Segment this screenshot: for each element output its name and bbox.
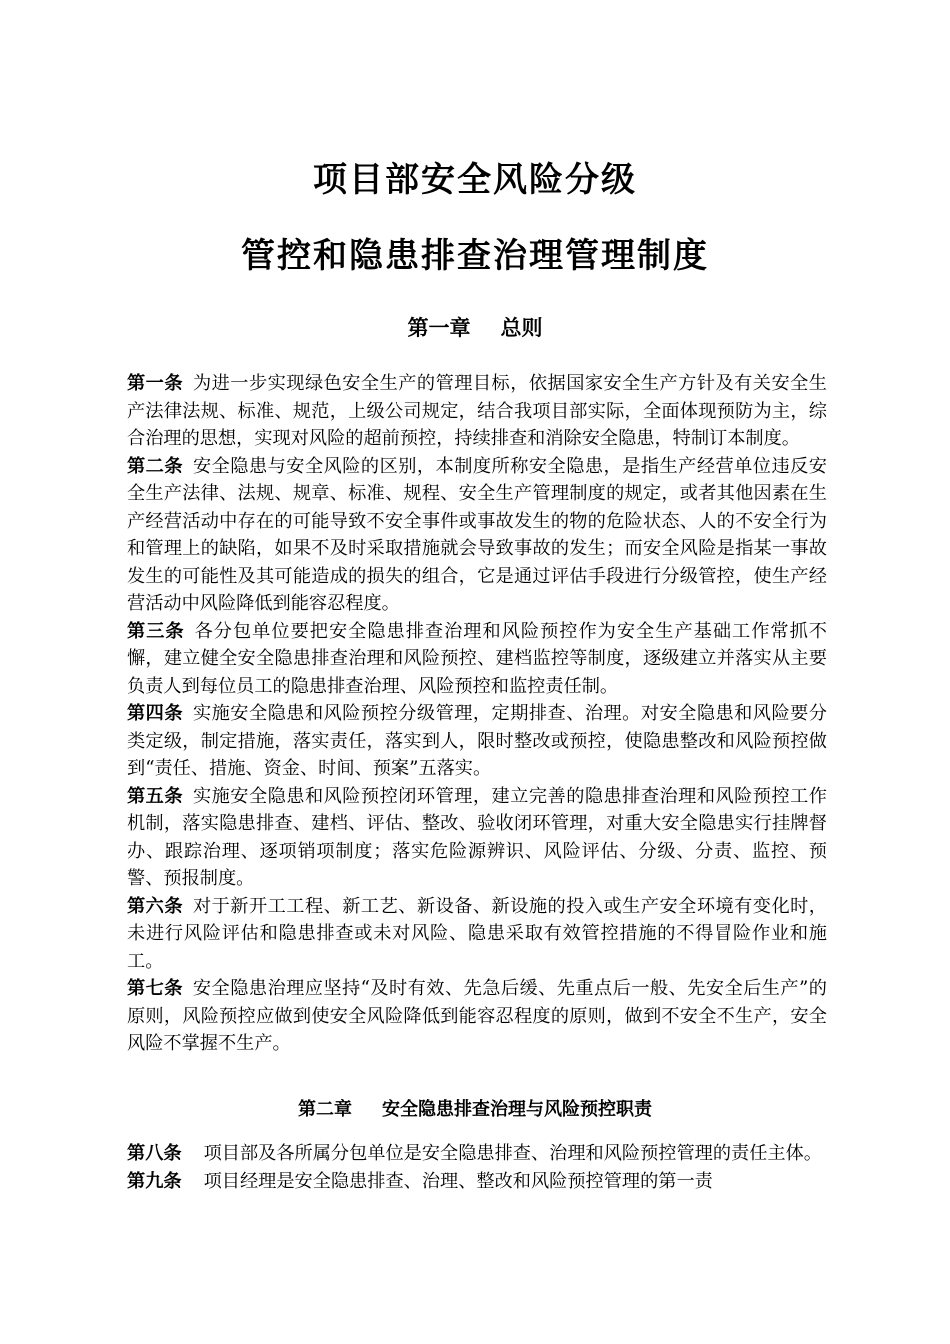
article-text: 为进一步实现绿色安全生产的管理目标，依据国家安全生产方针及有关安全生产法律法规、标准、规范，上级公司规定，结合我项目部实际，全面体现预防为主，综合治理的思想，实现对风险的超前预控，持续排查和消除安全隐患，特制订本制度。 <box>127 373 827 449</box>
article-label: 第八条 <box>127 1143 182 1164</box>
article-1 <box>127 370 827 453</box>
chapter-2-heading <box>0 1095 950 1121</box>
article-5 <box>127 783 827 893</box>
chapter-1-name: 总则 <box>500 316 543 340</box>
article-text: 实施安全隐患和风险预控闭环管理，建立完善的隐患排查治理和风险预控工作机制，落实隐患排查、建档、评估、整改、验收闭环管理，对重大安全隐患实行挂牌督办、跟踪治理、逐项销项制度；落实危险源辨识、风险评估、分级、分责、监控、预警、预报制度。 <box>127 785 827 889</box>
document-title-line-2: 管控和隐患排查治理管理制度 <box>241 236 709 276</box>
article-label: 第四条 <box>127 703 183 724</box>
article-label: 第三条 <box>127 620 185 642</box>
article-label: 第一条 <box>127 373 183 394</box>
article-text: 实施安全隐患和风险预控分级管理，定期排查、治理。对安全隐患和风险要分类定级，制定措施，落实责任，落实到人，限时整改或预控，使隐患整改和风险预控做到“责任、措施、资金、时间、预案”五落实。 <box>127 703 827 779</box>
article-2 <box>127 453 827 618</box>
chapter-2-number: 第二章 <box>298 1099 352 1120</box>
article-4 <box>127 700 827 783</box>
article-label: 第七条 <box>127 978 183 999</box>
article-6 <box>127 893 827 976</box>
article-text: 各分包单位要把安全隐患排查治理和风险预控作为安全生产基础工作常抓不懈，建立健全安全隐患排查治理和风险预控、建档监控等制度，逐级建立并落实从主要负责人到每位员工的隐患排查治理、风险预控和监控责任制。 <box>127 620 827 697</box>
chapter-2-body <box>127 1140 827 1195</box>
article-7 <box>127 975 827 1058</box>
document-title-line-1: 项目部安全风险分级 <box>313 160 637 200</box>
article-label: 第五条 <box>127 785 183 807</box>
chapter-1-heading <box>0 312 950 342</box>
article-text: 安全隐患治理应坚持“及时有效、先急后缓、先重点后一般、先安全后生产”的原则，风险预控应做到使安全风险降低到能容忍程度的原则，做到不安全不生产，安全风险不掌握不生产。 <box>127 978 827 1054</box>
article-label: 第九条 <box>127 1170 182 1192</box>
article-label: 第六条 <box>127 895 183 917</box>
article-text: 项目经理是安全隐患排查、治理、整改和风险预控管理的第一责 <box>203 1170 713 1192</box>
article-text: 对于新开工工程、新工艺、新设备、新设施的投入或生产安全环境有变化时，未进行风险评估和隐患排查或未对风险、隐患采取有效管控措施的不得冒险作业和施工。 <box>127 895 827 972</box>
chapter-2-name: 安全隐患排查治理与风险预控职责 <box>382 1099 652 1120</box>
chapter-1-number: 第一章 <box>407 316 471 340</box>
article-3 <box>127 618 827 701</box>
article-text: 安全隐患与安全风险的区别，本制度所称安全隐患，是指生产经营单位违反安全生产法律、法规、规章、标准、规程、安全生产管理制度的规定，或者其他因素在生产经营活动中存在的可能导致不安全事件或事故发生的物的危险状态、人的不安全行为和管理上的缺陷，如果不及时采取措施就会导致事故的发生；而安全风险是指某一事故发生的可能性及其可能造成的损失的组合，它是通过评估手段进行分级管控，使生产经营活动中风险降低到能容忍程度。 <box>127 455 827 614</box>
article-text: 项目部及各所属分包单位是安全隐患排查、治理和风险预控管理的责任主体。 <box>203 1143 822 1164</box>
article-9 <box>127 1168 827 1196</box>
chapter-1-body <box>127 370 827 1058</box>
article-label: 第二条 <box>127 455 183 477</box>
article-8 <box>127 1140 827 1168</box>
